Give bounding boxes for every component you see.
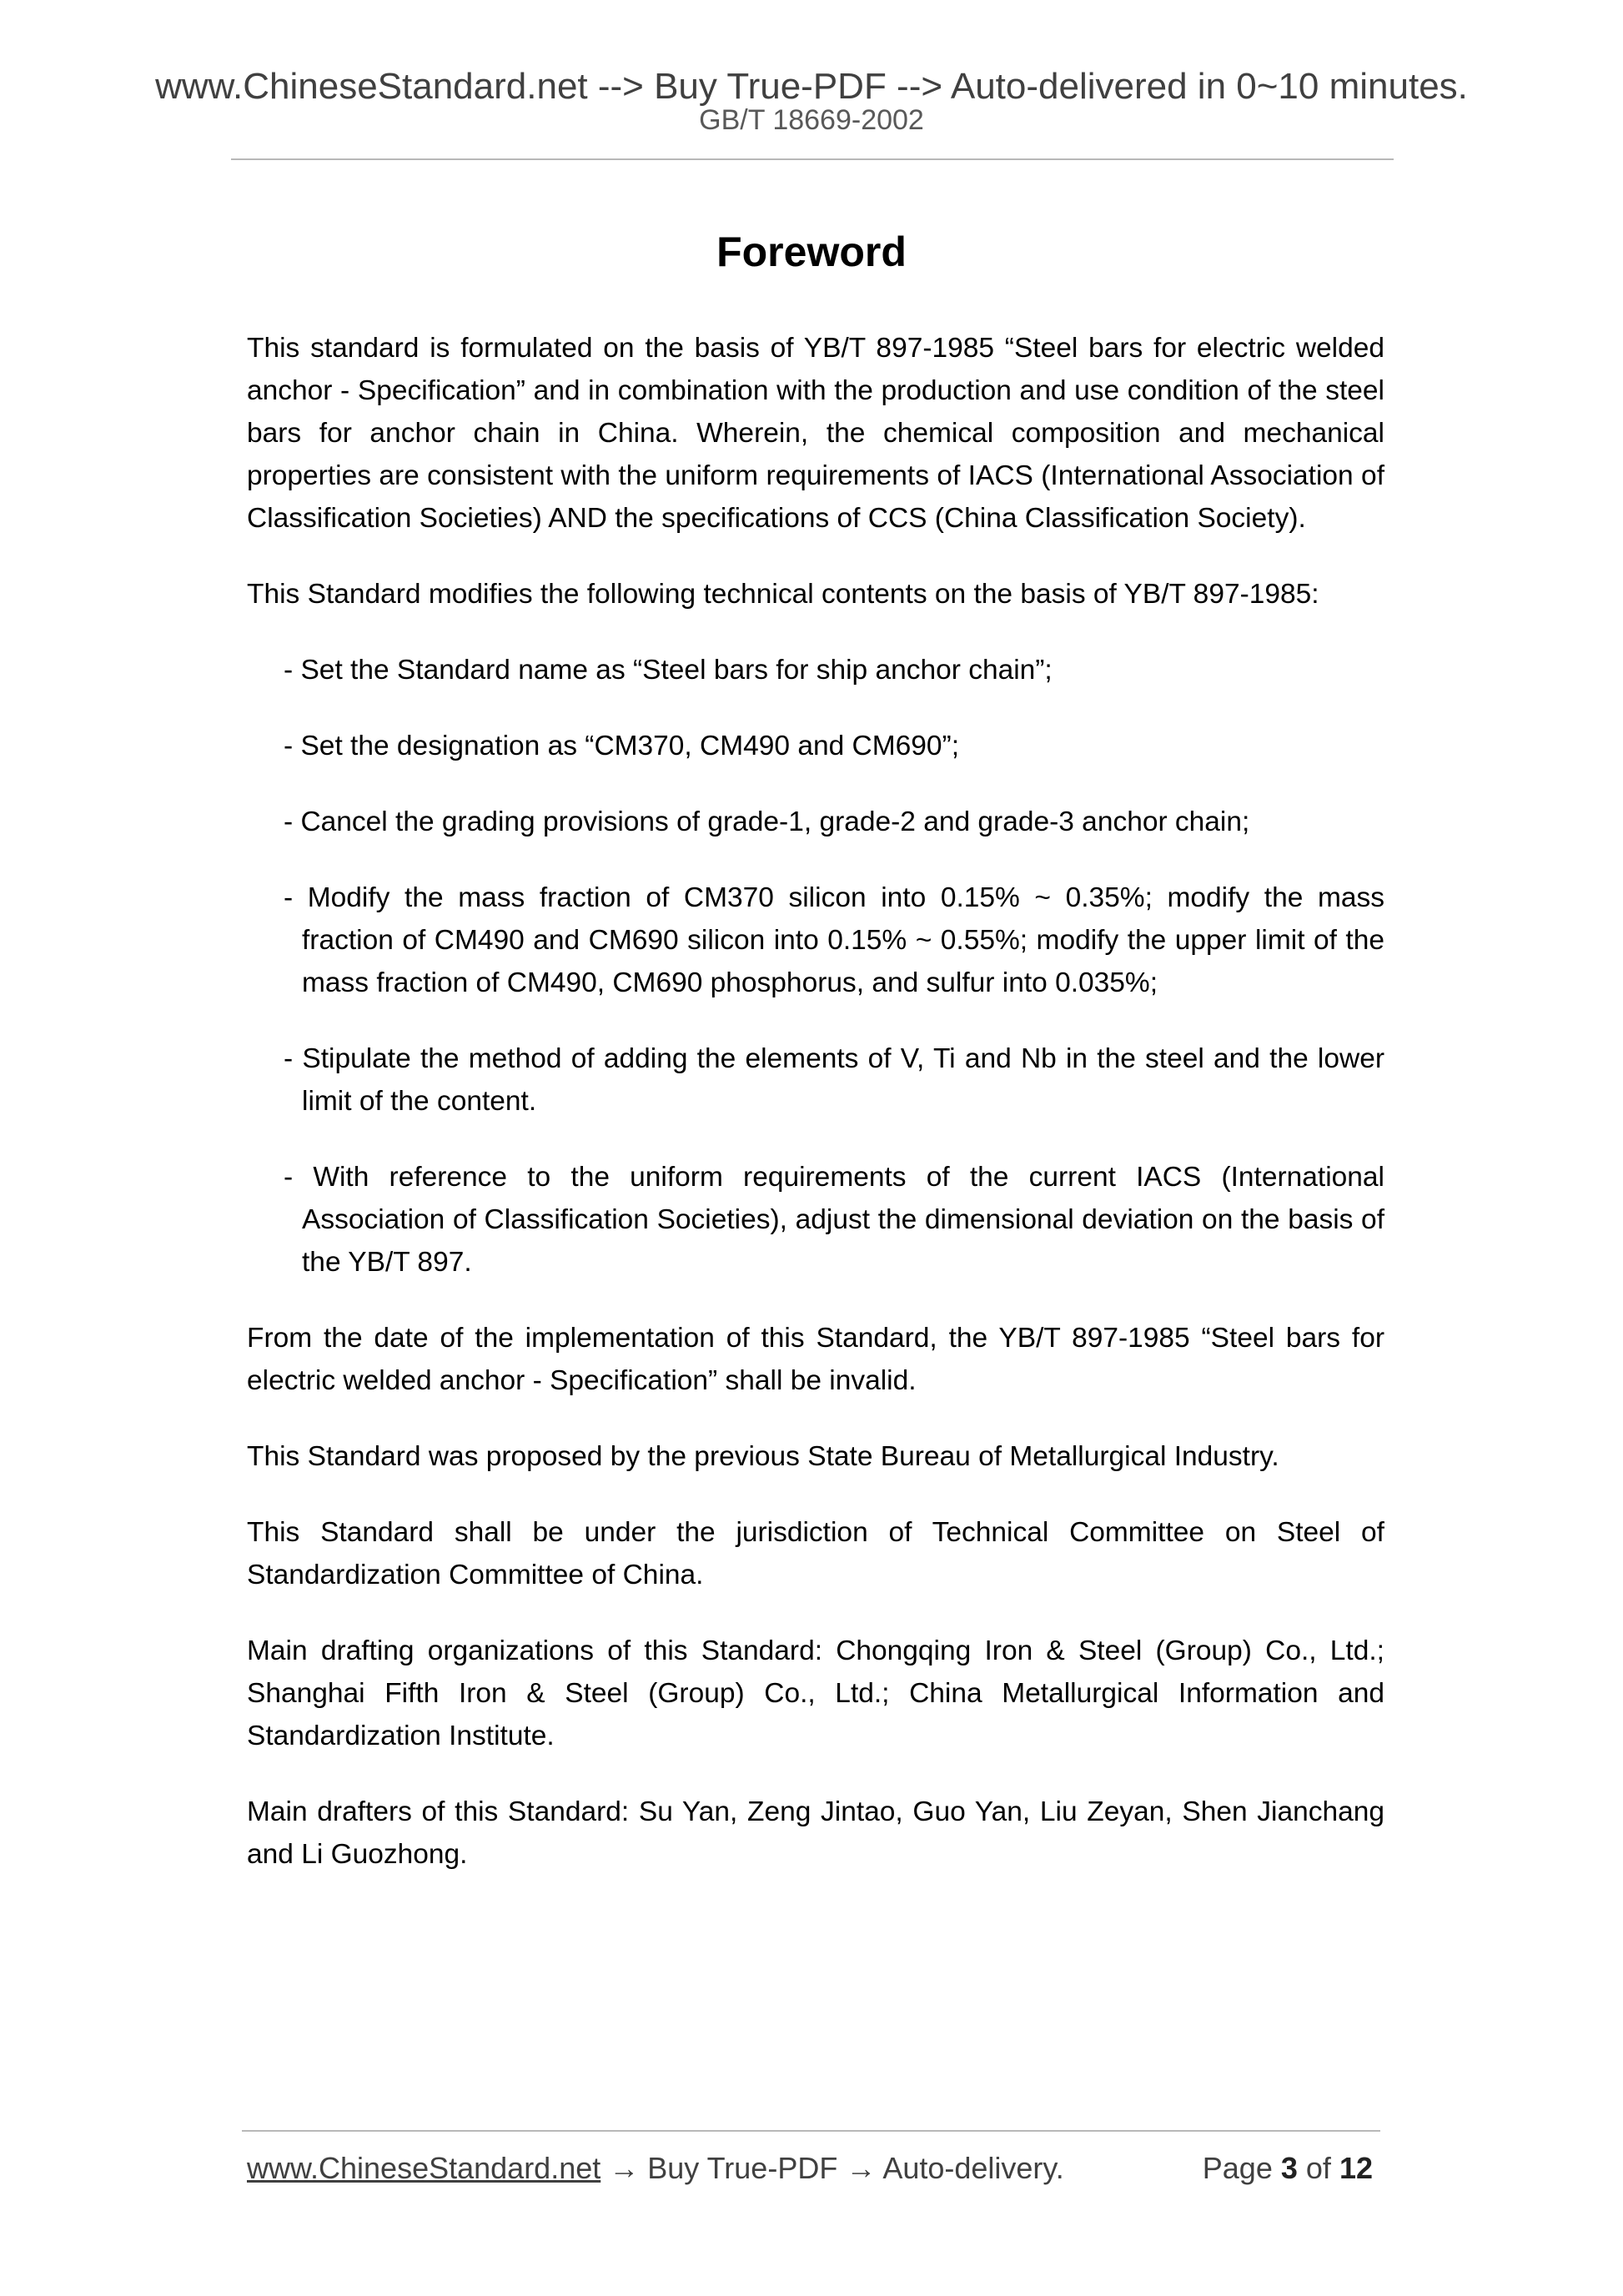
of-label: of [1305,2151,1331,2185]
list-item: - Modify the mass fraction of CM370 silicon into 0.15% ~ 0.35%; modify the mass fraction of CM490 and CM690 silicon into 0.15% ~ 0.55%; modify the upper limit of the mass fraction of CM490, CM690 phosphorus, and sulfur into 0.035%; [284,882,1384,998]
document-body [247,327,1384,1909]
drafting-organizations-paragraph: Main drafting organizations of this Standard: Chongqing Iron & Steel (Group) Co., Ltd.; Shanghai Fifth Iron & Steel (Group) Co., Ltd.; China Metallurgical Information and Standardization Institute. [247,1635,1384,1751]
page-indicator [1203,2148,1373,2188]
footer-site-link[interactable]: www.ChineseStandard.net [247,2151,601,2185]
list-item: - Stipulate the method of adding the elements of V, Ti and Nb in the steel and the lower limit of the content. [284,1043,1384,1117]
invalidation-paragraph: From the date of the implementation of this Standard, the YB/T 897-1985 “Steel bars for electric welded anchor - Specification” shall be invalid. [247,1323,1384,1396]
list-item: - Set the designation as “CM370, CM490 and CM690”; [284,731,960,761]
list-item: - With reference to the uniform requirements of the current IACS (International Association of Classification Societies), adjust the dimensional deviation on the basis of the YB/T 897. [284,1162,1384,1278]
page-title: Foreword [716,229,907,275]
footer-divider [242,2130,1380,2132]
jurisdiction-paragraph: This Standard shall be under the jurisdiction of Technical Committee on Steel of Standardization Committee of China. [247,1517,1384,1590]
total-pages: 12 [1339,2151,1373,2185]
header-banner: www.ChineseStandard.net --> Buy True-PDF --> Auto-delivered in 0~10 minutes. [155,66,1468,107]
footer-tagline: → Buy True-PDF → Auto-delivery. [600,2151,1064,2185]
proposer-paragraph: This Standard was proposed by the previous State Bureau of Metallurgical Industry. [247,1441,1279,1472]
page-label: Page [1202,2151,1273,2185]
modifications-intro: This Standard modifies the following technical contents on the basis of YB/T 897-1985: [247,579,1319,610]
footer-left [247,2148,1064,2188]
header-divider [231,158,1394,160]
intro-paragraph: This standard is formulated on the basis of YB/T 897-1985 “Steel bars for electric welded anchor - Specification” and in combination with the production and use condition of the steel bars for anchor chain in China. Wherein, the chemical composition and mechanical properties are consistent with the uniform requirements of IACS (International Association of Classification Societies) AND the specifications of CCS (China Classification Society). [247,333,1384,534]
modifications-list [247,649,1384,1284]
page-number: 3 [1280,2151,1298,2185]
list-item: - Set the Standard name as “Steel bars for ship anchor chain”; [284,655,1053,686]
drafters-paragraph: Main drafters of this Standard: Su Yan, Zeng Jintao, Guo Yan, Liu Zeyan, Shen Jianchang and Li Guozhong. [247,1796,1384,1870]
standard-code: GB/T 18669-2002 [699,104,924,136]
list-item: - Cancel the grading provisions of grade-1, grade-2 and grade-3 anchor chain; [284,806,1250,837]
